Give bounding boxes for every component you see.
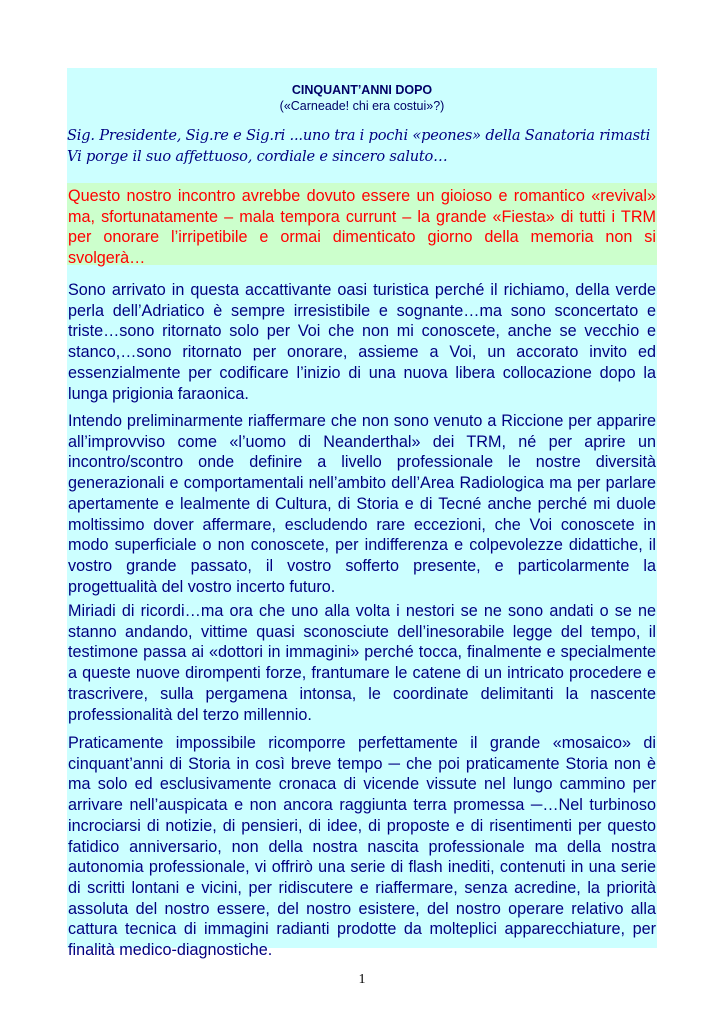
paragraph-2: Sono arrivato in questa accattivante oasi turistica perché il richiamo, della verde perla dell’Adriatico è sempre irresistibile e sognante…ma sono sconcertato e triste…sono ritornato solo per Voi che non mi conoscete, anche se vecchio e stanco,…sono ritornato per onorare, assieme a Voi, un accorato invito ed essenzialmente per codificare l’inizio di una nuova libera collocazione dopo la lunga prigionia faraonica. <box>68 281 656 403</box>
greeting-line-1: Sig. Presidente, Sig.re e Sig.ri ...uno tra i pochi «peones» della Sanatoria rimasti <box>67 127 651 144</box>
document-subtitle: («Carneade! chi era costui»?) <box>279 99 445 113</box>
greeting <box>67 125 662 167</box>
paragraph-5: Praticamente impossibile ricomporre perfettamente il grande «mosaico» di cinquant’anni di Storia in così breve tempo ─ che poi praticamente Storia non è ma solo ed esclusivamente cronaca di vicende vissute nel lungo cammino per arrivare nell’auspicata e non ancora raggiunta terra promessa ─…Nel turbinoso incrociarsi di notizie, di pensieri, di idee, di proposte e di risentimenti per questo fatidico anniversario, non della nostra nascita professionale ma della nostra autonomia professionale, vi offrirò una serie di flash inediti, contenuti in una serie di scritti lontani e vicini, per ridiscutere e riaffermare, senza acredine, la priorità assoluta del nostro essere, del nostro esistere, del nostro operare relativo alla cattura tecnica di immagini radianti prodotte da molteplici apparecchiature, per finalità medico-diagnostiche. <box>68 734 656 960</box>
paragraph-intro: Questo nostro incontro avrebbe dovuto essere un gioioso e romantico «revival» ma, sfortunatamente – mala tempora currunt – la grande «Fiesta» di tutti i TRM per onorare l’irripetibile e ormai dimenticato giorno della memoria non si svolgerà… <box>68 187 656 268</box>
paragraph-3: Intendo preliminarmente riaffermare che non sono venuto a Riccione per apparire all’improvviso come «l’uomo di Neanderthal» dei TRM, né per aprire un incontro/scontro onde definire a livello professionale le nostre diversità generazionali e comportamentali nell’ambito dell’Area Radiologica ma per parlare apertamente e lealmente di Cultura, di Storia e di Tecné anche perché mi duole moltissimo dover affermare, escludendo rare eccezioni, che Voi conoscete in modo superficiale o non conoscete, per indifferenza e colpevolezze didattiche, il vostro grande passato, il vostro sofferto presente, e particolarmente la progettualità del vostro incerto futuro. <box>68 412 656 596</box>
paragraph-4: Miriadi di ricordi…ma ora che uno alla volta i nestori se ne sono andati o se ne stanno andando, vittime quasi sconosciute dell’inesorabile legge del tempo, il testimone passa ai «dottori in immagini» perché tocca, finalmente e specialmente a queste nuove dirompenti forze, frantumare le catene di un intricato procedere e trascrivere, sulla pergamena intonsa, le coordinate delimitanti la nascente professionalità del terzo millennio. <box>68 602 656 724</box>
greeting-line-2: Vi porge il suo affettuoso, cordiale e sincero saluto… <box>67 148 448 165</box>
page-number: 1 <box>358 972 366 987</box>
document-title: CINQUANT’ANNI DOPO <box>291 83 433 97</box>
